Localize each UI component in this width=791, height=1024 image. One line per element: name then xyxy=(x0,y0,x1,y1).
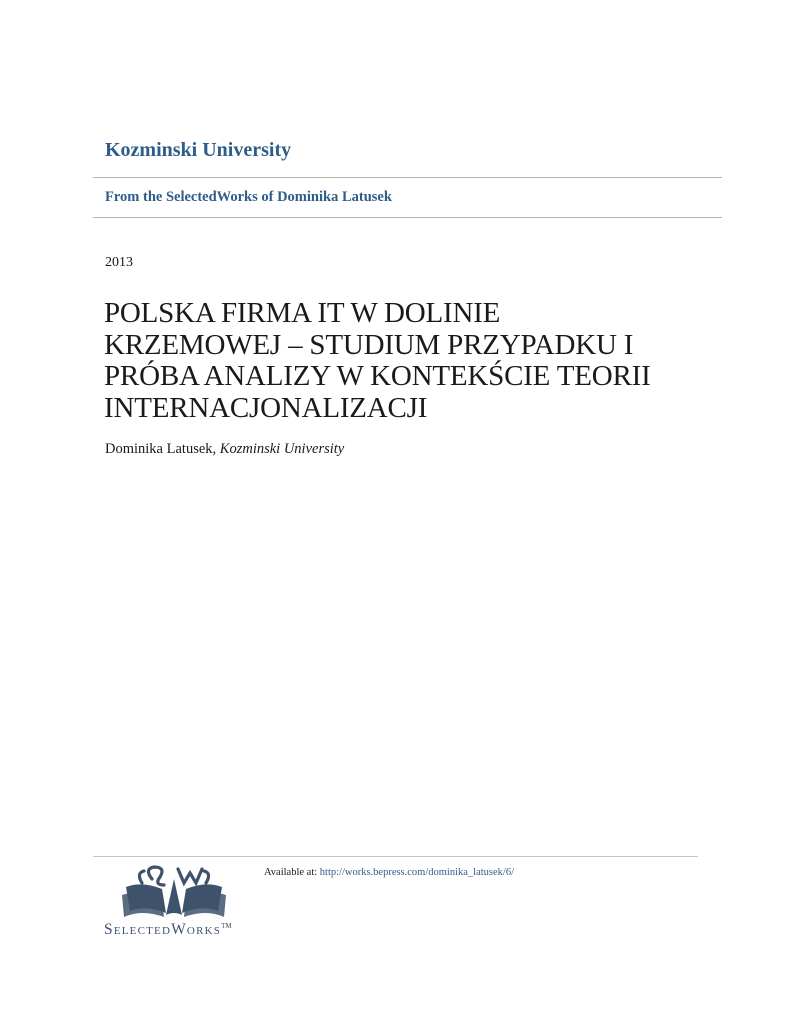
title-line: INTERNACJONALIZACJI xyxy=(104,391,428,424)
institution-name[interactable]: Kozminski University xyxy=(105,139,292,161)
available-label: Available at: xyxy=(264,867,318,878)
paper-title xyxy=(104,298,714,424)
divider-bottom xyxy=(93,217,722,218)
divider-top xyxy=(93,177,722,178)
author-line xyxy=(105,441,344,458)
author-affiliation: Kozminski University xyxy=(219,441,345,457)
collection-link[interactable]: From the SelectedWorks of Dominika Latusek xyxy=(105,189,392,205)
logo-trademark: TM xyxy=(221,921,232,930)
title-line: KRZEMOWEJ – STUDIUM PRZYPADKU I xyxy=(104,328,634,361)
publication-year: 2013 xyxy=(105,255,133,270)
title-line: POLSKA FIRMA IT W DOLINIE xyxy=(104,297,501,329)
author-name: Dominika Latusek, xyxy=(105,441,217,457)
open-book-logo-icon xyxy=(122,865,226,919)
logo-wordmark: SelectedWorks xyxy=(104,921,222,938)
title-line: PRÓBA ANALIZY W KONTEKŚCIE TEORII xyxy=(104,360,651,392)
footer-divider xyxy=(93,856,698,857)
selectedworks-logo-text xyxy=(104,921,232,939)
available-url-link[interactable]: http://works.bepress.com/dominika_latusek/6/ xyxy=(319,867,515,878)
availability-line xyxy=(264,867,514,878)
